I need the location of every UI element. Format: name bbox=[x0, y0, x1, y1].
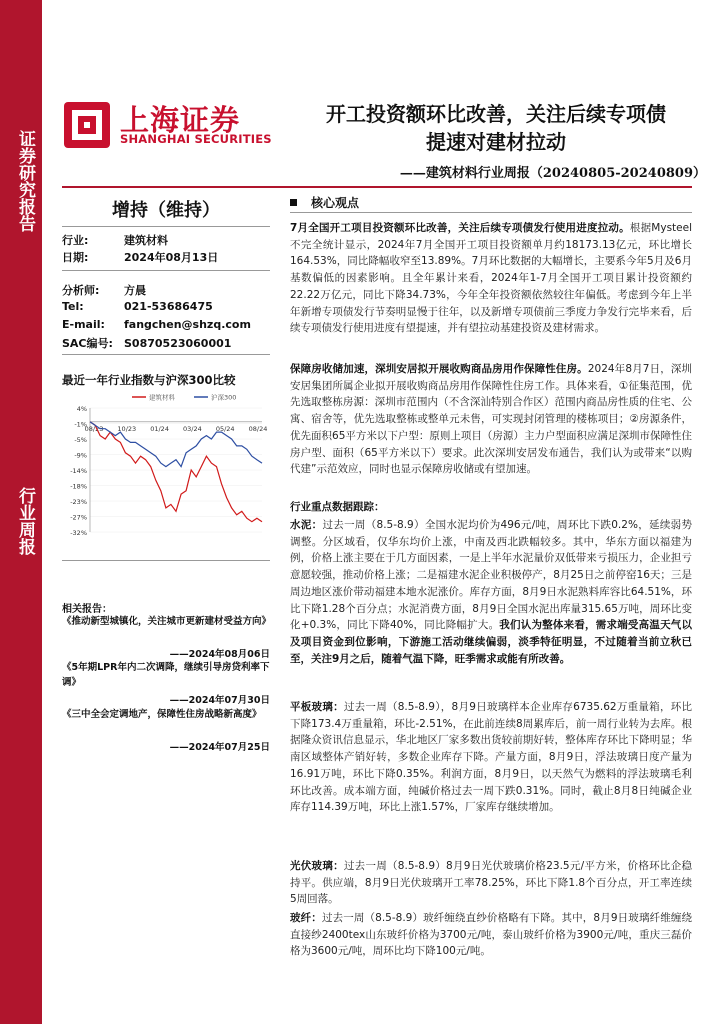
email-row bbox=[62, 318, 272, 331]
header-divider bbox=[62, 186, 692, 188]
paragraph-fiberglass bbox=[290, 910, 692, 960]
p1-lead: 7月全国开工项目投资额环比改善，关注后续专项债发行使用进度拉动。 bbox=[290, 222, 630, 234]
logo-chinese-name: 上海证券 bbox=[120, 103, 241, 137]
report-title-line2: 提速对建材拉动 bbox=[426, 130, 566, 154]
analyst-label: 分析师: bbox=[62, 284, 100, 297]
p1-body: 根据Mysteel不完全统计显示，2024年7月全国开工项目投资额单月约18173.13亿元，环比增长164.53%，同比降幅收窄至13.89%。7月环比数据的大幅增长，主要系今年5月及6月基数偏低的因素影响。且全年累计来看，2024年1-7月全国开工项目累计投资额约22.22万亿元，同比下降34.73%，今年全年投资额依然较往年偏低。考虑到今年上半年新增专项债发行节奏明显慢于往年，以及新增专项债前三季度力争发行完毕来看，后续专项债发行使用进度有望提速，并有望拉动基建投资及建材需求。 bbox=[290, 222, 692, 335]
email-label: E-mail: bbox=[62, 318, 105, 331]
chart-title: 最近一年行业指数与沪深300比较 bbox=[62, 373, 236, 387]
logo-mark-icon bbox=[62, 96, 114, 154]
section-heading-text: 核心观点 bbox=[311, 196, 360, 210]
chart-svg bbox=[62, 390, 270, 542]
cement-label: 水泥： bbox=[290, 519, 323, 531]
related-report-item[interactable]: 《推动新型城镇化，关注城市更新建材受益方向》 bbox=[62, 616, 272, 627]
chart-series-line bbox=[90, 422, 262, 522]
fiber-body: 过去一周（8.5-8.9）玻纤缠绕直纱价格略有下降。其中，8月9日玻璃纤维缠绕直接纱2400tex山东玻纤价格为3700元/吨，泰山玻纤价格为3900元/吨，重庆三磊价格为3600元/吨，周环比均下降100元/吨。 bbox=[290, 912, 693, 958]
sac-value: S0870523060001 bbox=[124, 337, 232, 350]
industry-row bbox=[62, 232, 272, 248]
related-report-item[interactable]: 《三中全会定调地产，保障性住房战略新高度》 bbox=[62, 709, 262, 720]
chart-x-tick-label: 05/24 bbox=[215, 424, 235, 433]
pv-label: 光伏玻璃： bbox=[290, 860, 344, 872]
analyst-value: 方晨 bbox=[124, 284, 146, 297]
paragraph-affordable-housing bbox=[290, 361, 692, 478]
paragraph-cement bbox=[290, 517, 692, 667]
data-tracking-title bbox=[290, 499, 692, 516]
industry-label: 行业: bbox=[62, 234, 89, 247]
sidebar-report-type: 证券研究报告 bbox=[15, 130, 35, 232]
sidebar-bottom-band bbox=[0, 372, 42, 1024]
glass-label: 平板玻璃： bbox=[290, 701, 344, 713]
chart-y-tick-label: -1% bbox=[74, 420, 87, 429]
paragraph-flat-glass bbox=[290, 699, 692, 816]
logo-english-name: SHANGHAI SECURITIES bbox=[120, 132, 272, 146]
related-report-date: ——2024年08月06日 bbox=[169, 649, 270, 660]
date-value: 2024年08月13日 bbox=[124, 251, 219, 264]
date-row bbox=[62, 249, 272, 265]
index-comparison-chart bbox=[62, 390, 270, 542]
chart-y-tick-label: -18% bbox=[70, 482, 87, 491]
fiber-label: 玻纤： bbox=[290, 912, 322, 924]
chart-divider bbox=[62, 560, 270, 561]
tel-label: Tel: bbox=[62, 300, 84, 313]
email-value[interactable]: fangchen@shzq.com bbox=[124, 318, 251, 331]
chart-y-tick-label: -9% bbox=[74, 451, 87, 460]
info-divider bbox=[62, 270, 270, 271]
analyst-row bbox=[62, 282, 272, 298]
chart-y-tick-label: -23% bbox=[70, 498, 87, 506]
chart-y-tick-label: -5% bbox=[74, 436, 87, 444]
report-title bbox=[286, 100, 706, 156]
sac-label: SAC编号: bbox=[62, 337, 113, 350]
section-divider bbox=[290, 212, 692, 213]
glass-body: 过去一周（8.5-8.9），8月9日玻璃样本企业库存6735.62万重量箱，环比下降173.4万重量箱，环比-2.51%，在此前连续8周累库后，前一周行业转为去库。根据隆众资讯信息显示，华北地区厂家多数出货较前期好转，整体库存环比下降明显；华南区域整体产销好转，多数企业库存下降。产量方面，8月9日，浮法玻璃日度产量为16.91万吨，环比下降0.35%。利润方面，8月9日，以天然气为燃料的浮法玻璃毛利环比改善。成本端方面，纯碱价格过去一周下跌0.31%。同时，截止8月8日纯碱企业库存114.39万吨，环比上涨1.57%，厂家库存继续增加。 bbox=[290, 701, 692, 814]
chart-x-tick-label: 10/23 bbox=[117, 424, 137, 433]
rating-divider bbox=[62, 226, 270, 227]
related-report-item[interactable]: 《5年期LPR年内二次调降，继续引导房贷利率下调》 bbox=[62, 662, 270, 688]
related-report-date: ——2024年07月30日 bbox=[169, 695, 270, 706]
tel-row bbox=[62, 300, 272, 313]
data-tracking-title-text: 行业重点数据跟踪： bbox=[290, 501, 385, 513]
industry-value: 建筑材料 bbox=[124, 234, 168, 247]
chart-x-tick-label: 01/24 bbox=[150, 424, 169, 433]
company-logo bbox=[62, 96, 272, 154]
related-reports-title: 相关报告： bbox=[62, 604, 112, 615]
date-label: 日期: bbox=[62, 251, 89, 264]
chart-legend-label: 沪深300 bbox=[211, 393, 237, 402]
chart-x-tick-label: 08/23 bbox=[84, 424, 104, 433]
rating: 增持（维持） bbox=[112, 200, 220, 221]
sidebar-category: 行业周报 bbox=[15, 487, 35, 555]
related-report-date: ——2024年07月25日 bbox=[169, 742, 270, 753]
p2-body: 2024年8月7日，深圳安居集团所属企业拟开展收购商品房用作保障性住房工作。具体来看，①征集范围，优先选取整栋房源：深圳市范围内（不含深汕特别合作区）范围内商品房性质的住宅、公寓、宿舍等，优先选取整栋或整单元未售，可实现封闭管理的楼栋项目；②房源条件，优先面积65平方米以下户型：原则上项目（房源）主力户型面积应满足深圳市保障性住房户型、面积（65平方米以下）要求。此次深圳安居发布通告，我们认为或带来“以购代建”示范效应，同时也显示保障房收储或有望加速。 bbox=[290, 363, 693, 476]
paragraph-pv-glass bbox=[290, 858, 692, 908]
pv-body: 过去一周（8.5-8.9）8月9日光伏玻璃价格23.5元/平方米，价格环比企稳持平。供应端，8月9日光伏玻璃开工率78.25%，环比下降1.8个百分点，开工率连续5周回落。 bbox=[290, 860, 692, 906]
chart-y-tick-label: -32% bbox=[70, 529, 87, 537]
chart-series-line bbox=[90, 422, 262, 467]
chart-y-tick-label: -14% bbox=[70, 467, 87, 475]
sac-row bbox=[62, 335, 272, 351]
cement-conclusion: 我们认为整体来看，需求端受高温天气以及项目资金到位影响，下游施工活动继续偏弱，淡季特征明显，不过随着当前立秋已至，关注9月之后，随着气温下降，旺季需求或能有所改善。 bbox=[290, 619, 692, 665]
analyst-divider bbox=[62, 354, 270, 355]
report-title-line1: 开工投资额环比改善，关注后续专项债 bbox=[326, 102, 666, 126]
report-subtitle: ——建筑材料行业周报（20240805-20240809） bbox=[399, 166, 706, 181]
tel-value: 021-53686475 bbox=[124, 300, 213, 313]
p2-lead: 保障房收储加速，深圳安居拟开展收购商品房用作保障性住房。 bbox=[290, 363, 588, 375]
chart-y-tick-label: -27% bbox=[70, 513, 87, 522]
paragraph-construction-investment bbox=[290, 220, 692, 337]
chart-x-tick-label: 08/24 bbox=[248, 424, 268, 433]
chart-y-tick-label: 4% bbox=[76, 405, 87, 413]
bullet-square-icon bbox=[290, 199, 297, 206]
cement-body: 过去一周（8.5-8.9）全国水泥均价为496元/吨，周环比下跌0.2%，延续弱势调整。分区域看，仅华东均价上涨，中南及西北跌幅较多。其中，华东方面以福建为例，价格上涨主要在于几方面因素，一是上半年水泥量价双低带来亏损压力，企业担亏意愿较强，推动价格上涨；二是福建水泥企业积极停产，8月25日之前停窑16天；三是周边地区涨价带动福建本地水泥涨价。库存方面，8月9日水泥熟料库容比64.51%，环比下降1.28个百分点；水泥消费方面，8月9日全国水泥出库量315.65万吨，周环比变化+0.3%，同比下降40%，同比降幅扩大。 bbox=[290, 519, 692, 632]
chart-legend-label: 建筑材料 bbox=[149, 393, 175, 402]
chart-x-tick-label: 03/24 bbox=[183, 424, 202, 433]
section-heading bbox=[290, 194, 359, 211]
